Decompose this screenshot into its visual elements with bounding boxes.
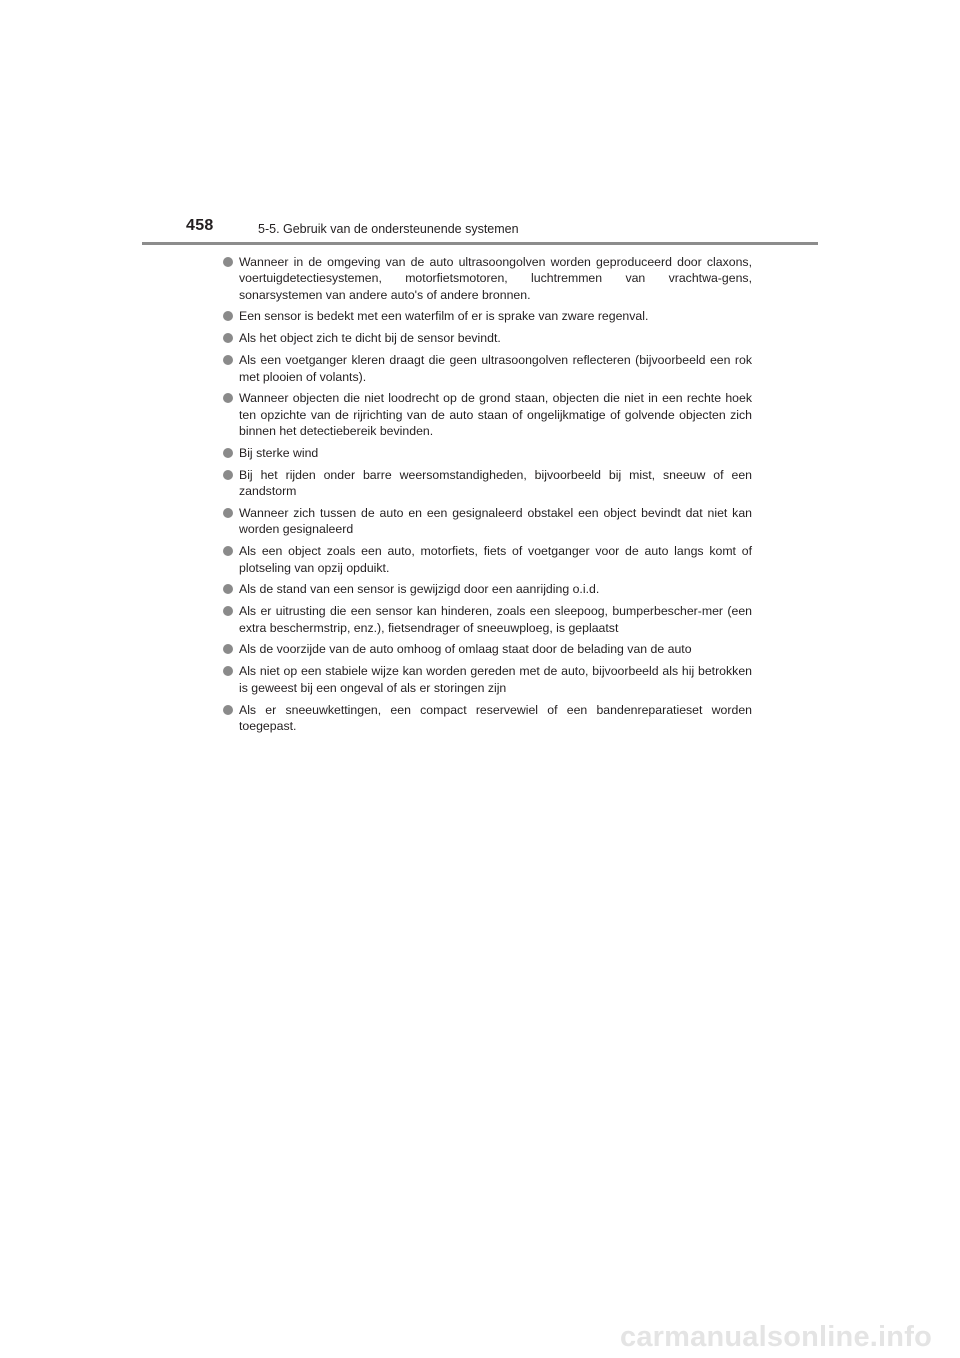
bullet-icon [223,666,233,676]
bullet-icon [223,257,233,267]
list-item [222,330,752,346]
list-item-text: Als er uitrusting die een sensor kan hinderen, zoals een sleepoog, bumperbescher-mer (een extra beschermstrip, enz.), fietsendrager of sneeuwploeg, is geplaatst [239,604,752,635]
bullet-icon [223,448,233,458]
list-item [222,702,752,735]
bullet-icon [223,508,233,518]
bullet-icon [223,470,233,480]
bullet-icon [223,311,233,321]
list-item-text: Als de voorzijde van de auto omhoog of omlaag staat door de belading van de auto [239,642,692,657]
list-item-text: Als het object zich te dicht bij de sensor bevindt. [239,331,501,346]
list-item [222,505,752,538]
list-item-text: Wanneer zich tussen de auto en een gesignaleerd obstakel een object bevindt dat niet kan worden gesignaleerd [239,506,752,537]
bullet-icon [223,584,233,594]
list-item-text: Bij sterke wind [239,445,319,460]
list-item-text: Als de stand van een sensor is gewijzigd door een aanrijding o.i.d. [239,582,600,597]
bullet-icon [223,355,233,365]
list-item-text: Wanneer in de omgeving van de auto ultrasoongolven worden geproduceerd door claxons, voertuigdetectiesystemen, motorfietsmotoren, luchtremmen van vrachtwa-gens, sonarsystemen van andere auto's of andere bronnen. [239,255,752,302]
list-item-text: Wanneer objecten die niet loodrecht op de grond staan, objecten die niet in een rechte hoek ten opzichte van de rijrichting van de auto staan of ongelijkmatige of golvende objecten zich binnen het detectiebereik bevinden. [239,391,752,439]
list-item-text: Bij het rijden onder barre weersomstandigheden, bijvoorbeeld bij mist, sneeuw of een zandstorm [239,467,752,499]
bullet-icon [223,644,233,654]
bullet-list [222,254,752,740]
bullet-icon [223,393,233,403]
list-item-text: Als er sneeuwkettingen, een compact reservewiel of een bandenreparatieset worden toegepast. [239,702,752,733]
list-item-text: Als niet op een stabiele wijze kan worden gereden met de auto, bijvoorbeeld als hij betrokken is geweest bij een ongeval of als er storingen zijn [239,664,752,695]
list-item [222,445,752,461]
bullet-icon [223,546,233,556]
list-item [222,663,752,696]
list-item [222,581,752,597]
section-title: 5-5. Gebruik van de ondersteunende systemen [258,222,519,236]
list-item [222,543,752,576]
list-item [222,390,752,439]
list-item [222,308,752,324]
list-item-text: Een sensor is bedekt met een waterfilm of er is sprake van zware regenval. [239,309,649,324]
bullet-icon [223,606,233,616]
list-item [222,603,752,636]
bullet-icon [223,333,233,343]
watermark: carmanualsonline.info [620,1321,932,1353]
list-item [222,352,752,385]
bullet-icon [223,705,233,715]
list-item-text: Als een object zoals een auto, motorfiets, fiets of voetganger voor de auto langs komt of plotseling van opzij opduikt. [239,544,752,575]
page-number: 458 [186,217,214,234]
list-item [222,254,752,303]
list-item-text: Als een voetganger kleren draagt die geen ultrasoongolven reflecteren (bijvoorbeeld een rok met plooien of volants). [239,353,752,384]
list-item [222,641,752,657]
page-header [0,0,960,250]
list-item [222,467,752,500]
header-divider [142,242,818,245]
